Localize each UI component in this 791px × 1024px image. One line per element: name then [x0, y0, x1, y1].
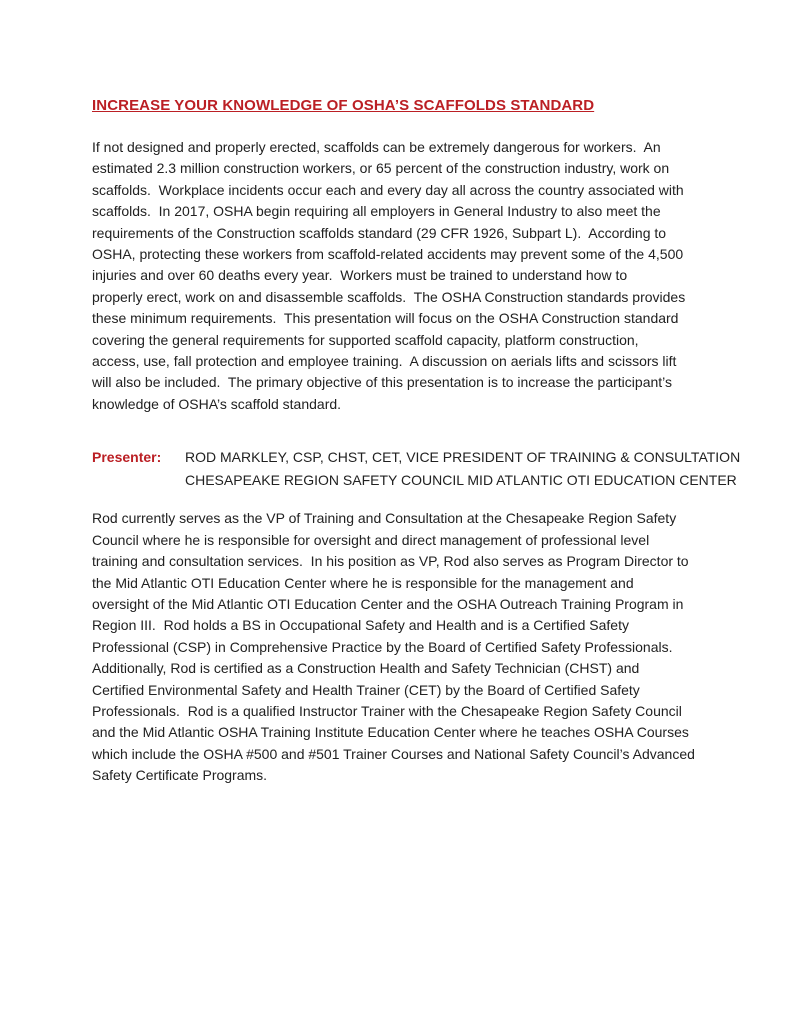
text-line: estimated 2.3 million construction workers, or 65 percent of the construction industry, work on	[92, 160, 670, 177]
text-line: training and consultation services. In his position as VP, Rod also serves as Program Director to	[92, 553, 689, 570]
text-line: access, use, fall protection and employee training. A discussion on aerials lifts and scissors lift	[92, 353, 677, 370]
text-line: OSHA, protecting these workers from scaffold-related accidents may prevent some of the 4,500	[92, 246, 684, 263]
text-line: covering the general requirements for supported scaffold capacity, platform construction,	[92, 331, 639, 348]
text-line: and the Mid Atlantic OSHA Training Institute Education Center where he teaches OSHA Courses	[92, 724, 689, 741]
presenter-line: CHESAPEAKE REGION SAFETY COUNCIL MID ATLANTIC OTI EDUCATION CENTER	[185, 472, 737, 489]
presenter-line: ROD MARKLEY, CSP, CHST, CET, VICE PRESIDENT OF TRAINING & CONSULTATION	[185, 449, 741, 466]
document-content	[92, 95, 741, 787]
presenter-section	[92, 446, 741, 492]
text-line: Professionals. Rod is a qualified Instructor Trainer with the Chesapeake Region Safety Council	[92, 702, 682, 719]
text-line: these minimum requirements. This presentation will focus on the OSHA Construction standard	[92, 310, 679, 327]
intro-paragraph	[92, 137, 731, 415]
text-line: injuries and over 60 deaths every year. Workers must be trained to understand how to	[92, 267, 628, 284]
bio-paragraph	[92, 508, 731, 786]
text-line: knowledge of OSHA’s scaffold standard.	[92, 395, 342, 412]
text-line: Additionally, Rod is certified as a Construction Health and Safety Technician (CHST) and	[92, 660, 640, 677]
presenter-label: Presenter:	[92, 449, 162, 466]
presenter-details	[185, 446, 740, 492]
text-line: the Mid Atlantic OTI Education Center where he is responsible for the management and	[92, 574, 634, 591]
document-title: INCREASE YOUR KNOWLEDGE OF OSHA’S SCAFFOLDS STANDARD	[92, 97, 595, 114]
text-line: If not designed and properly erected, scaffolds can be extremely dangerous for workers. An	[92, 139, 661, 155]
text-line: oversight of the Mid Atlantic OTI Education Center and the OSHA Outreach Training Program in	[92, 595, 684, 612]
text-line: Certified Environmental Safety and Health Trainer (CET) by the Board of Certified Safety	[92, 681, 640, 698]
text-line: scaffolds. In 2017, OSHA begin requiring all employers in General Industry to also meet the	[92, 203, 661, 220]
text-line: properly erect, work on and disassemble scaffolds. The OSHA Construction standards provides	[92, 288, 686, 305]
text-line: Safety Certificate Programs.	[92, 767, 268, 784]
text-line: which include the OSHA #500 and #501 Trainer Courses and National Safety Council’s Advanced	[92, 745, 695, 762]
text-line: requirements of the Construction scaffolds standard (29 CFR 1926, Subpart L). According to	[92, 224, 667, 241]
text-line: Region III. Rod holds a BS in Occupational Safety and Health and is a Certified Safety	[92, 617, 629, 634]
text-line: will also be included. The primary objective of this presentation is to increase the participant’s	[92, 374, 673, 391]
text-line: scaffolds. Workplace incidents occur each and every day all across the country associated with	[92, 181, 684, 198]
text-line: Council where he is responsible for oversight and direct management of professional level	[92, 531, 650, 548]
text-line: Professional (CSP) in Comprehensive Practice by the Board of Certified Safety Professionals.	[92, 638, 673, 655]
text-line: Rod currently serves as the VP of Training and Consultation at the Chesapeake Region Safety	[92, 510, 677, 527]
